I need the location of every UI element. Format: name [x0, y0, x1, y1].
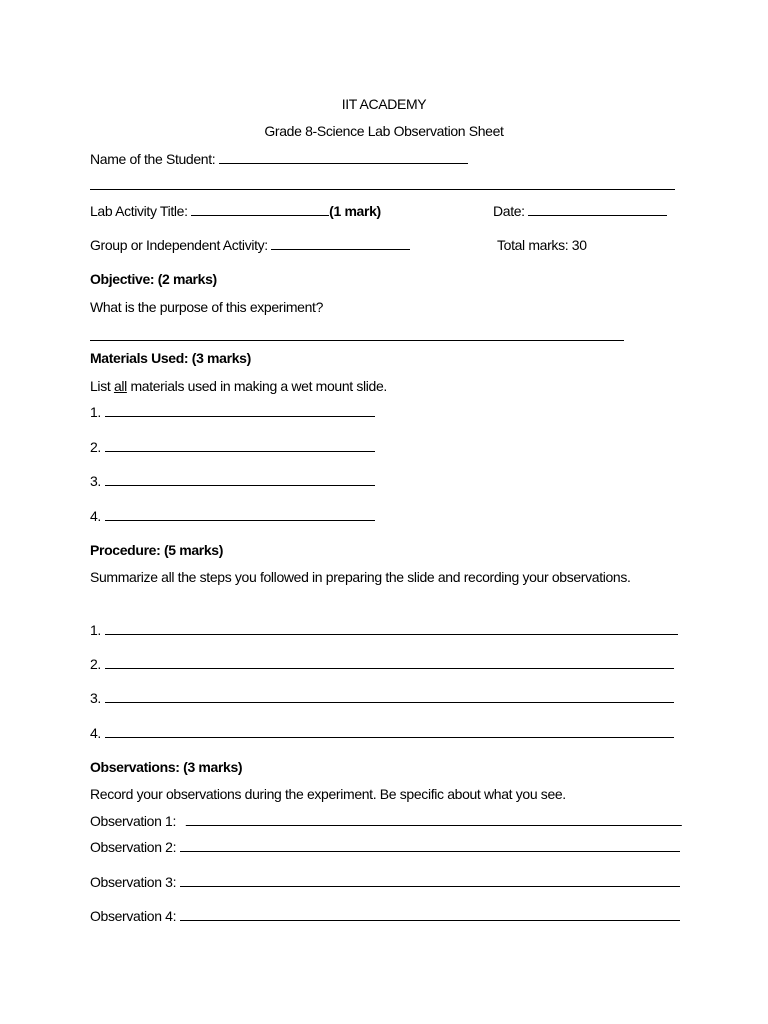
- observation-blank[interactable]: [180, 907, 680, 921]
- observations-instruction: Record your observations during the experiment. Be specific about what you see.: [90, 786, 566, 802]
- observation-label: Observation 2:: [90, 839, 177, 855]
- material-item: [90, 507, 375, 525]
- group-activity-label: Group or Independent Activity:: [90, 237, 268, 253]
- lab-title-label: Lab Activity Title:: [90, 203, 188, 219]
- material-item-number: 4.: [90, 508, 101, 524]
- material-item-blank[interactable]: [105, 403, 375, 417]
- observation-row: [90, 873, 680, 891]
- material-item-blank[interactable]: [105, 472, 375, 486]
- sheet-title: Grade 8-Science Lab Observation Sheet: [264, 123, 504, 139]
- school-name: IIT ACADEMY: [341, 96, 427, 112]
- student-name-label: Name of the Student:: [90, 151, 216, 167]
- observation-row: [90, 812, 682, 830]
- procedure-step: [90, 689, 674, 707]
- procedure-step-blank[interactable]: [105, 655, 674, 669]
- observation-label: Observation 3:: [90, 874, 177, 890]
- material-item-blank[interactable]: [105, 507, 375, 521]
- objective-answer-blank[interactable]: [90, 340, 624, 341]
- observation-row: [90, 907, 680, 925]
- observation-row: [90, 838, 680, 856]
- observation-blank[interactable]: [186, 812, 682, 826]
- observation-label: Observation 4:: [90, 908, 177, 924]
- lab-title-blank[interactable]: [191, 202, 329, 216]
- date-row: [493, 202, 667, 220]
- procedure-instruction: Summarize all the steps you followed in preparing the slide and recording your observations.: [90, 569, 631, 585]
- materials-instruction-emphasis: all: [113, 378, 127, 394]
- material-item-number: 2.: [90, 439, 101, 455]
- procedure-step-blank[interactable]: [105, 621, 678, 635]
- procedure-step-blank[interactable]: [105, 689, 674, 703]
- total-marks: Total marks: 30: [497, 237, 587, 253]
- observation-blank[interactable]: [180, 838, 680, 852]
- date-label: Date:: [493, 203, 525, 219]
- objective-heading: Objective: (2 marks): [90, 271, 217, 287]
- group-activity-blank[interactable]: [271, 236, 410, 250]
- lab-title-marks: (1 mark): [329, 203, 381, 219]
- group-activity-row: [90, 236, 410, 254]
- material-item: [90, 403, 375, 421]
- student-name-blank[interactable]: [219, 150, 468, 164]
- observations-heading: Observations: (3 marks): [90, 759, 243, 775]
- procedure-step-blank[interactable]: [105, 724, 674, 738]
- material-item-number: 3.: [90, 473, 101, 489]
- procedure-step: [90, 655, 674, 673]
- date-blank[interactable]: [528, 202, 667, 216]
- procedure-heading: Procedure: (5 marks): [90, 542, 224, 558]
- procedure-step: [90, 621, 678, 639]
- student-name-row: [90, 150, 468, 168]
- materials-instruction-end: materials used in making a wet mount slide.: [126, 378, 387, 394]
- material-item: [90, 472, 375, 490]
- student-name-continuation-blank[interactable]: [90, 189, 675, 190]
- procedure-step-number: 3.: [90, 690, 101, 706]
- materials-instruction: [90, 377, 387, 395]
- procedure-step-number: 1.: [90, 622, 101, 638]
- objective-question: What is the purpose of this experiment?: [90, 299, 324, 315]
- material-item-number: 1.: [90, 404, 101, 420]
- procedure-step-number: 4.: [90, 725, 101, 741]
- material-item: [90, 438, 375, 456]
- materials-instruction-start: List: [90, 378, 114, 394]
- procedure-step-number: 2.: [90, 656, 101, 672]
- material-item-blank[interactable]: [105, 438, 375, 452]
- procedure-step: [90, 724, 674, 742]
- observation-label: Observation 1:: [90, 813, 176, 829]
- lab-title-row: [90, 202, 381, 220]
- observation-blank[interactable]: [180, 873, 680, 887]
- materials-heading: Materials Used: (3 marks): [90, 350, 251, 366]
